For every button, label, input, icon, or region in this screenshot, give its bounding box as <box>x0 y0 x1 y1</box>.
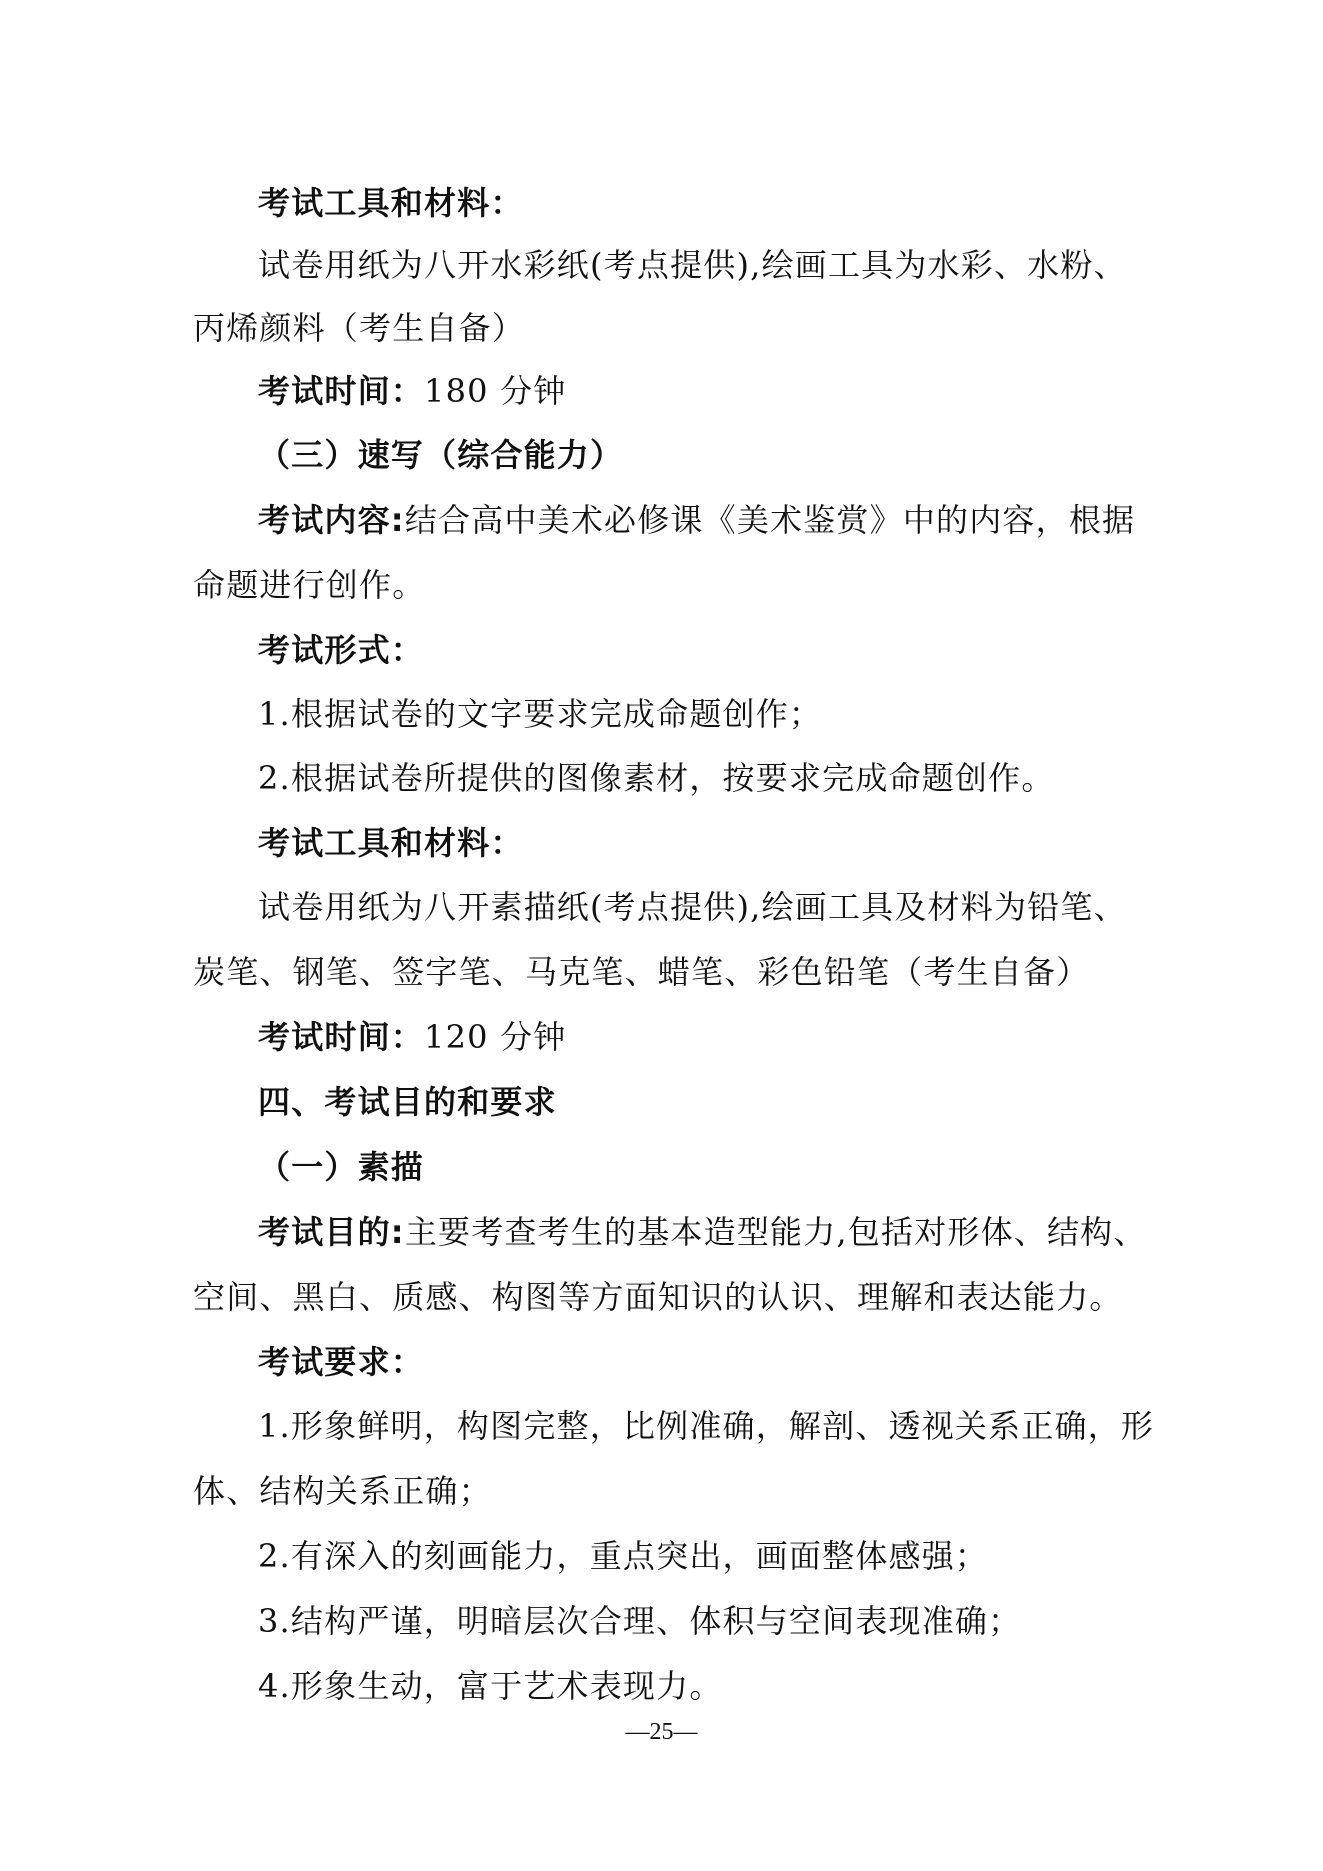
section-heading-sketch <box>258 435 623 475</box>
line-text: 炭笔、钢笔、签字笔、马克笔、蜡笔、彩色铅笔（考生自备） <box>193 953 1090 991</box>
subsection-heading-sketching <box>258 1147 424 1187</box>
line-text: 试卷用纸为八开水彩纸(考点提供),绘画工具为水彩、水粉、 <box>258 246 1127 284</box>
list-item <box>258 1601 1021 1641</box>
section-heading-purpose <box>258 1082 557 1122</box>
paragraph-line <box>193 1471 492 1511</box>
list-item <box>258 758 1055 798</box>
exam-time-2 <box>258 1017 566 1057</box>
paragraph-line <box>193 565 425 605</box>
exam-time-1 <box>258 371 566 411</box>
heading-tools-materials-2 <box>258 823 524 863</box>
line-text: 空间、黑白、质感、构图等方面知识的认识、理解和表达能力。 <box>193 1278 1123 1316</box>
line-label: 考试时间： <box>258 1018 425 1056</box>
line-label: 考试内容: <box>258 501 405 539</box>
line-text: 2.有深入的刻画能力，重点突出，画面整体感强； <box>258 1537 989 1575</box>
line-text: 结合高中美术必修课《美术鉴赏》中的内容，根据 <box>404 501 1136 539</box>
list-item <box>258 1536 988 1576</box>
line-text: 命题进行创作。 <box>193 566 426 604</box>
paragraph-line <box>193 952 1089 992</box>
line-text: 2.根据试卷所提供的图像素材，按要求完成命题创作。 <box>258 759 1055 797</box>
list-item <box>258 1406 1154 1446</box>
paragraph-line <box>258 887 1127 927</box>
line-label: 考试形式： <box>258 631 425 669</box>
line-text: 120 分钟 <box>424 1018 567 1056</box>
line-text: 体、结构关系正确； <box>193 1472 492 1510</box>
line-text: 1.根据试卷的文字要求完成命题创作； <box>258 695 823 733</box>
line-text: 试卷用纸为八开素描纸(考点提供),绘画工具及材料为铅笔、 <box>258 888 1127 926</box>
line-text: 3.结构严谨，明暗层次合理、体积与空间表现准确； <box>258 1602 1022 1640</box>
paragraph-line <box>193 308 525 348</box>
paragraph-line <box>193 1277 1123 1317</box>
exam-content <box>258 500 1135 540</box>
list-item <box>258 1666 723 1706</box>
line-text: 主要考查考生的基本造型能力,包括对形体、结构、 <box>404 1213 1147 1251</box>
line-label: 考试工具和材料： <box>258 184 524 222</box>
line-label: （一）素描 <box>258 1148 425 1186</box>
heading-tools-materials-1 <box>258 183 524 223</box>
line-text: 丙烯颜料（考生自备） <box>193 309 526 347</box>
paragraph-line <box>258 245 1127 285</box>
line-label: 考试目的: <box>258 1213 405 1251</box>
line-label: （三）速写（综合能力） <box>258 436 624 474</box>
list-item <box>258 694 822 734</box>
line-text: 1.形象鲜明，构图完整，比例准确，解剖、透视关系正确，形 <box>258 1407 1155 1445</box>
page-number: —25— <box>625 1719 698 1745</box>
line-text: 4.形象生动，富于艺术表现力。 <box>258 1667 723 1705</box>
line-label: 四、考试目的和要求 <box>258 1083 557 1121</box>
line-label: 考试工具和材料： <box>258 824 524 862</box>
heading-exam-requirements <box>258 1342 424 1382</box>
heading-exam-form <box>258 630 424 670</box>
line-text: 180 分钟 <box>424 372 567 410</box>
line-label: 考试时间： <box>258 372 425 410</box>
exam-purpose <box>258 1212 1147 1252</box>
line-label: 考试要求： <box>258 1343 425 1381</box>
